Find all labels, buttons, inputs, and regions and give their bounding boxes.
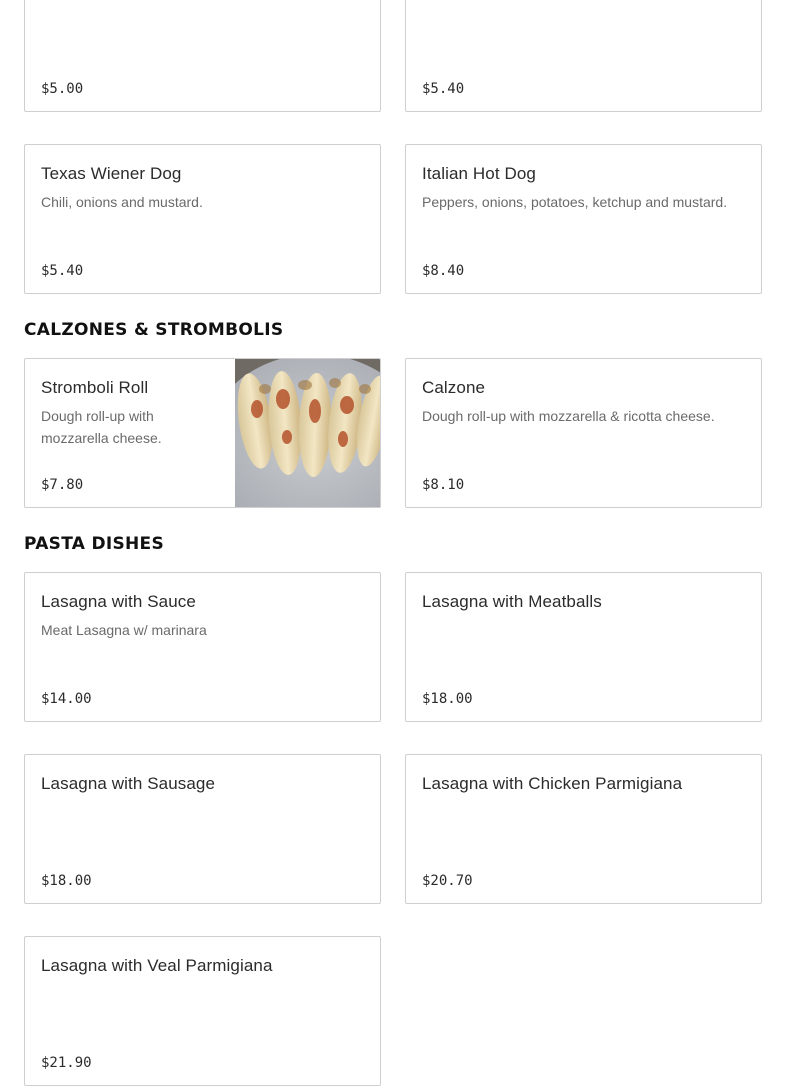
menu-item-card-calzone[interactable] xyxy=(405,358,762,508)
menu-item-card-italian-hot-dog[interactable] xyxy=(405,144,762,294)
menu-item-name: Lasagna with Chicken Parmigiana xyxy=(422,774,683,793)
menu-item-price: $7.80 xyxy=(41,477,84,493)
menu-item-price: $14.00 xyxy=(41,691,92,707)
menu-item-card-lasagna-chicken-parmigiana[interactable] xyxy=(405,754,762,904)
menu-item-price: $8.10 xyxy=(422,477,465,493)
menu-item-card-stromboli-roll[interactable] xyxy=(24,358,381,508)
menu-item-price: $5.40 xyxy=(422,81,465,97)
menu-item-name: Calzone xyxy=(422,378,486,397)
menu-item-price: $18.00 xyxy=(41,873,92,889)
menu-item-name: Stromboli Roll xyxy=(41,378,149,397)
menu-item-card[interactable] xyxy=(24,0,381,112)
menu-item-price: $5.40 xyxy=(41,263,84,279)
menu-item-card-lasagna-sausage[interactable] xyxy=(24,754,381,904)
menu-item-name: Lasagna with Sausage xyxy=(41,774,216,793)
menu-item-description: Dough roll-up with mozzarella cheese. xyxy=(41,408,162,446)
menu-item-price: $5.00 xyxy=(41,81,84,97)
menu-item-description: Meat Lasagna w/ marinara xyxy=(41,622,207,638)
menu-item-card-lasagna-sauce[interactable] xyxy=(24,572,381,722)
section-title-pasta: PASTA DISHES xyxy=(24,534,165,554)
stromboli-photo xyxy=(235,359,380,508)
menu-item-card-lasagna-meatballs[interactable] xyxy=(405,572,762,722)
menu-item-name: Lasagna with Meatballs xyxy=(422,592,602,611)
menu-item-price: $18.00 xyxy=(422,691,473,707)
menu-item-card[interactable] xyxy=(405,0,762,112)
menu-item-name: Texas Wiener Dog xyxy=(41,164,182,183)
menu-item-description: Chili, onions and mustard. xyxy=(41,194,203,210)
menu-item-price: $20.70 xyxy=(422,873,473,889)
menu-item-description: Dough roll-up with mozzarella & ricotta cheese. xyxy=(422,408,715,424)
menu-item-name: Lasagna with Veal Parmigiana xyxy=(41,956,273,975)
section-title-calzones: CALZONES & STROMBOLIS xyxy=(24,320,284,340)
menu-item-price: $21.90 xyxy=(41,1055,92,1071)
menu-item-name: Lasagna with Sauce xyxy=(41,592,196,611)
menu-item-card-texas-wiener-dog[interactable] xyxy=(24,144,381,294)
menu-item-name: Italian Hot Dog xyxy=(422,164,536,183)
menu-item-price: $8.40 xyxy=(422,263,465,279)
menu-item-description: Peppers, onions, potatoes, ketchup and mustard. xyxy=(422,194,728,210)
menu-item-card-lasagna-veal-parmigiana[interactable] xyxy=(24,936,381,1086)
